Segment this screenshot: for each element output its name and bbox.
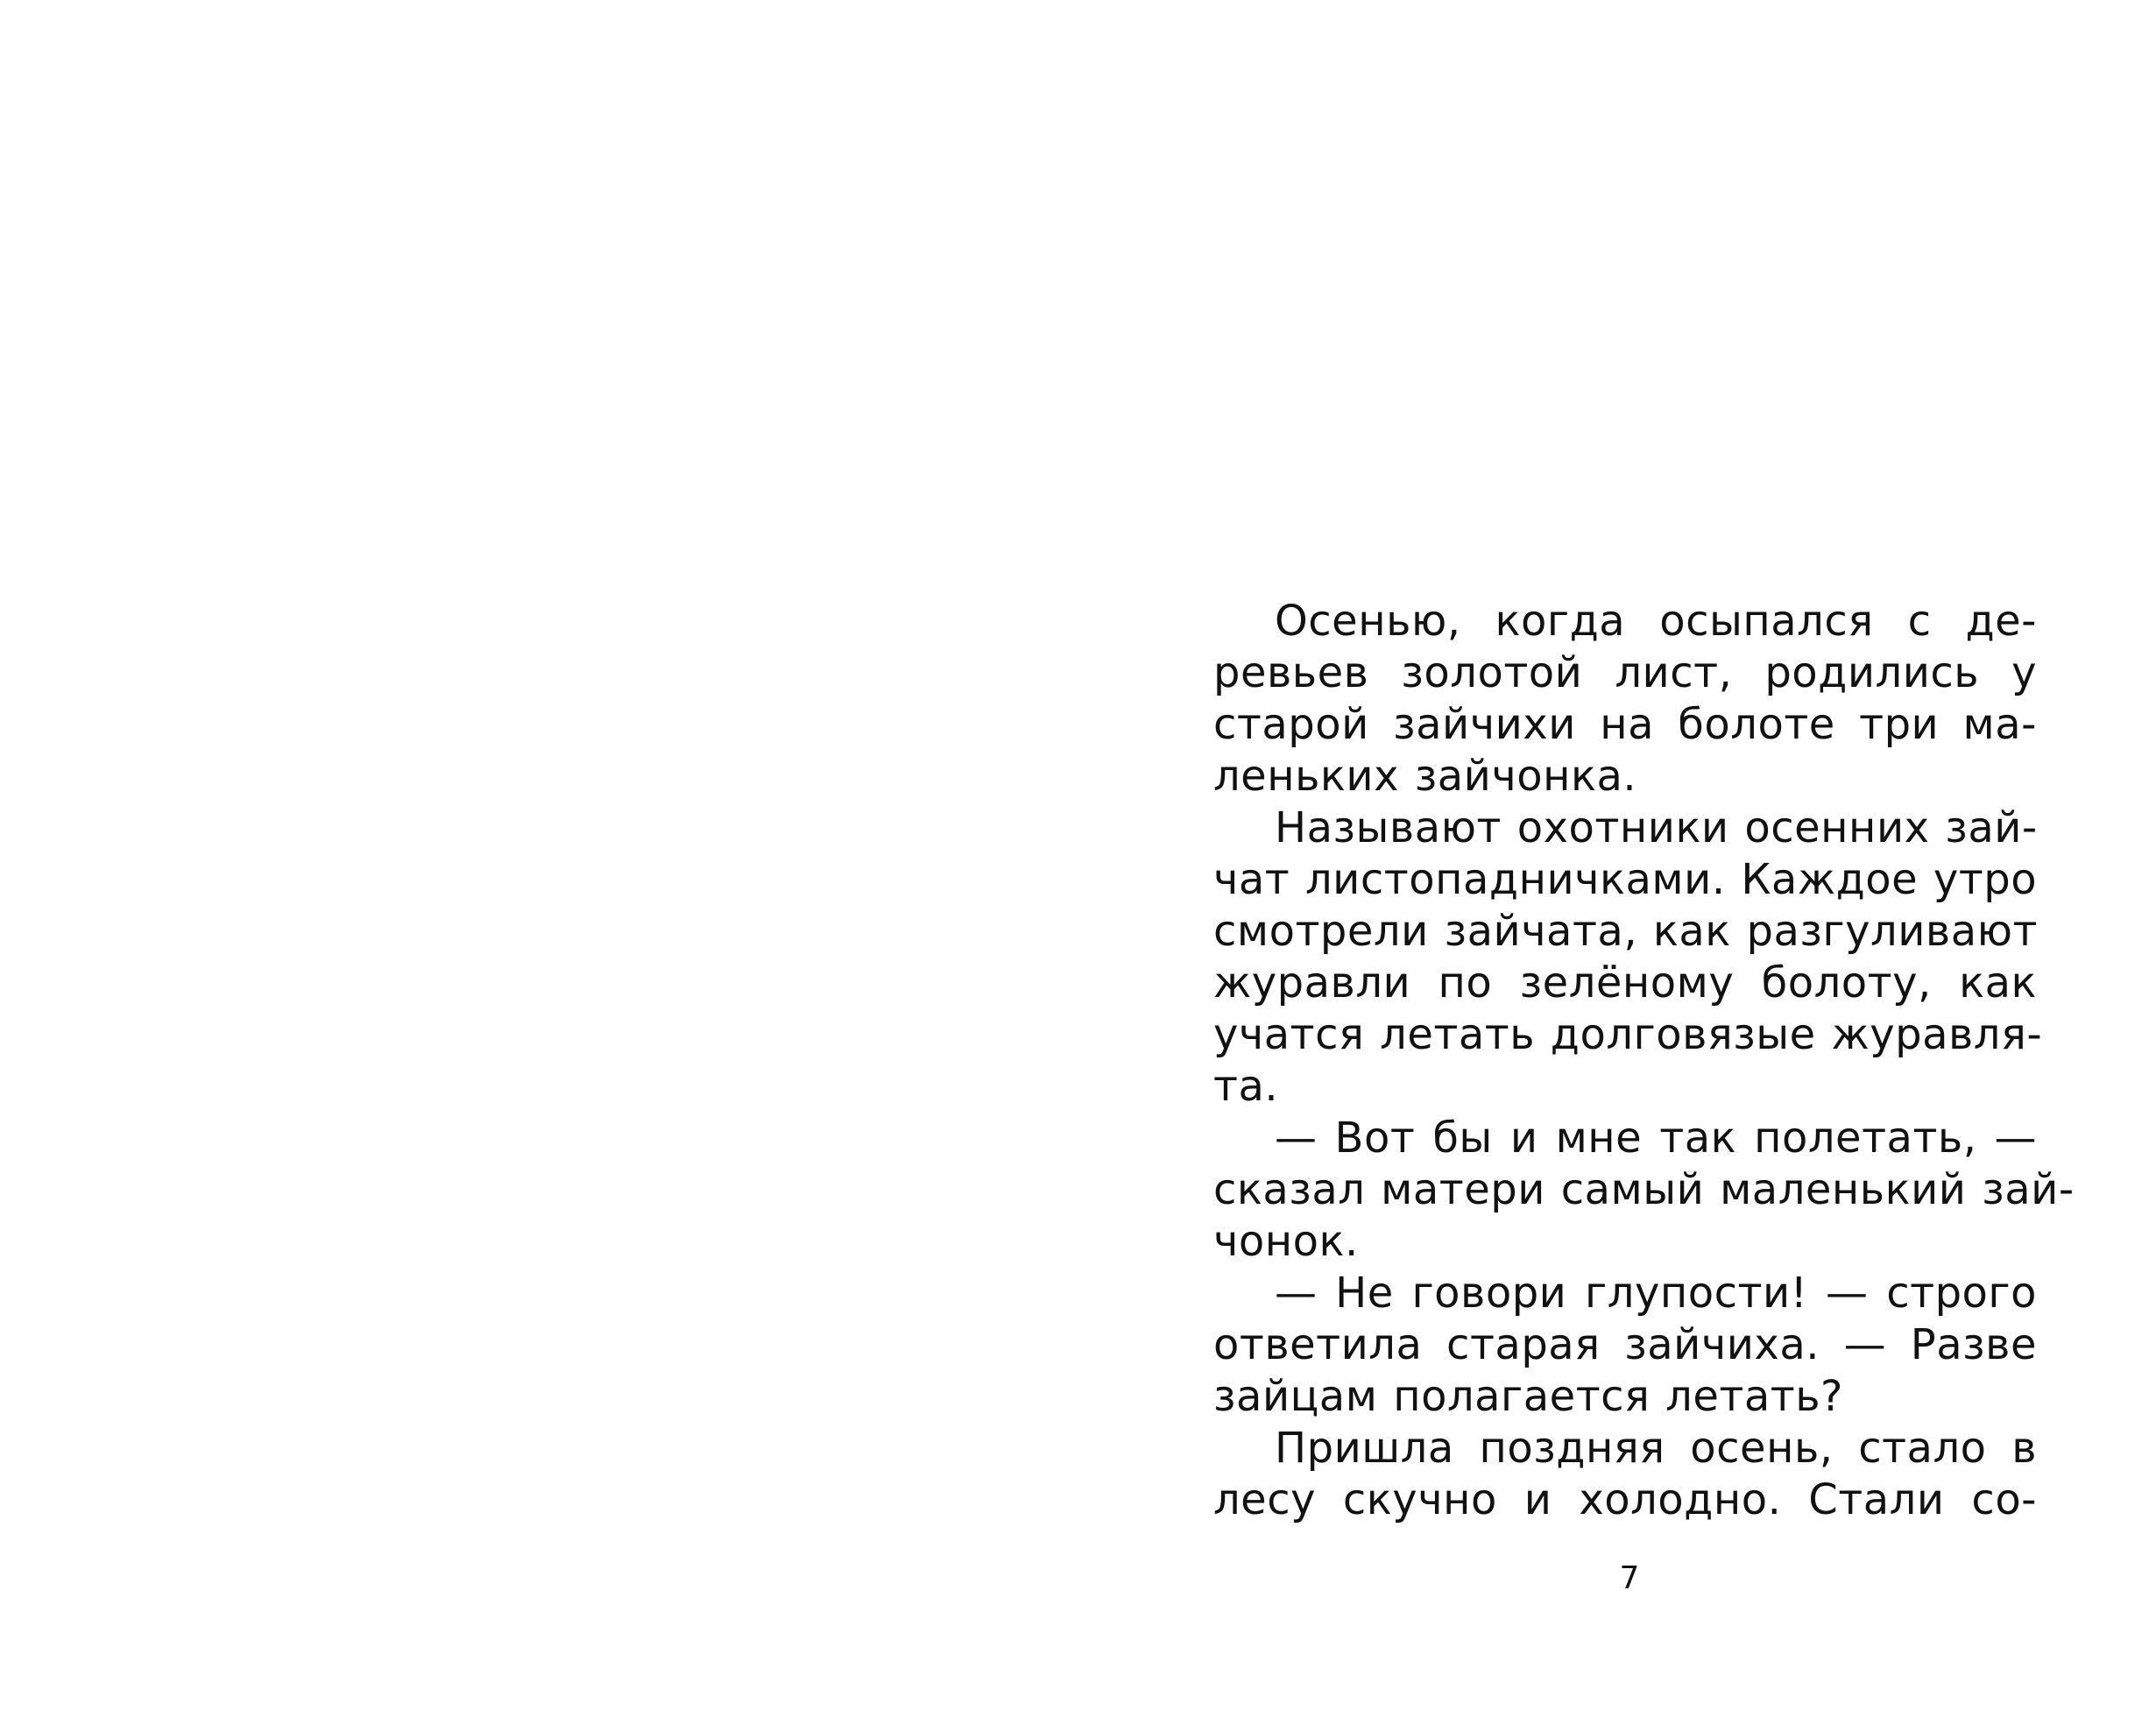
text-line: ответила старая зайчиха. — Разве <box>1213 1320 2037 1369</box>
text-line: — Вот бы и мне так полетать, — <box>1275 1113 2037 1163</box>
page-number: 7 <box>1619 1560 1640 1596</box>
text-line: лесу скучно и холодно. Стали со- <box>1213 1475 2037 1524</box>
text-line: Пришла поздняя осень, стало в <box>1275 1424 2037 1473</box>
text-line: Называют охотники осенних зай- <box>1275 803 2038 852</box>
text-line: зайцам полагается летать? <box>1213 1372 1843 1421</box>
text-line: журавли по зелёному болоту, как <box>1213 958 2037 1007</box>
text-line: смотрели зайчата, как разгуливают <box>1213 907 2038 956</box>
text-line: старой зайчихи на болоте три ма- <box>1213 700 2037 749</box>
text-line: Осенью, когда осыпался с де- <box>1275 597 2037 646</box>
text-line: — Не говори глупости! — строго <box>1275 1269 2037 1318</box>
text-line: леньких зайчонка. <box>1213 752 1637 801</box>
text-line: та. <box>1213 1062 1279 1111</box>
text-line: ревьев золотой лист, родились у <box>1213 648 2037 697</box>
text-line: чат листопадничками. Каждое утро <box>1213 855 2038 904</box>
text-line: учатся летать долговязые журавля- <box>1213 1010 2043 1059</box>
text-column <box>1213 596 2075 1526</box>
text-line: сказал матери самый маленький зай- <box>1213 1165 2075 1214</box>
text-line: чонок. <box>1213 1217 1359 1266</box>
